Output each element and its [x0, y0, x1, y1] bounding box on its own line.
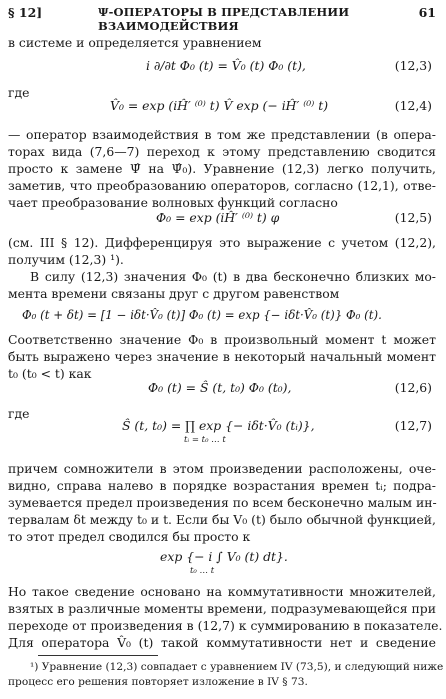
- text-line: Для оператора V̂₀ (t) такой коммутативности нет и сведение: [8, 635, 436, 650]
- running-header: [8, 5, 436, 33]
- product-limits: tᵢ = t₀ … t: [184, 435, 226, 445]
- text-line: торах вида (7,6—7) переход к этому представлению сводится: [8, 144, 436, 159]
- footnote-divider: [38, 655, 158, 656]
- equation-12-6: Φ₀ (t) = Ŝ (t, t₀) Φ₀ (t₀),: [148, 380, 292, 395]
- text-line: где: [8, 85, 30, 100]
- integral-limits: t₀ … t: [190, 566, 215, 576]
- text-line: переходе от произведения в (12,7) к суммированию в показателе.: [8, 618, 443, 633]
- text-line: то этот предел сводился бы просто к: [8, 529, 251, 544]
- text-line: зумевается предел произведения по всем бесконечно малым ин-: [8, 495, 437, 510]
- text-line: получим (12,3) ¹).: [8, 252, 124, 267]
- equation-number: (12,5): [394, 210, 432, 225]
- equation-integral: exp {− i ∫ V₀ (t) dt}.: [160, 549, 288, 564]
- text-line: просто к замене Ψ̂ на Ψ̂₀). Уравнение (12,3) легко получить,: [8, 161, 436, 176]
- text-line: быть выражено через значение в некоторый начальный момент: [8, 349, 436, 364]
- equation-number: (12,3): [394, 58, 432, 73]
- equation-number: (12,7): [394, 418, 432, 433]
- text-line: причем сомножители в этом произведении расположены, оче-: [8, 461, 436, 476]
- text-line: мента времени связаны друг с другом равенством: [8, 286, 340, 301]
- text-line: заметив, что преобразованию операторов, согласно (12,1), отве-: [8, 178, 436, 193]
- footnote-line: ¹) Уравнение (12,3) совпадает с уравнением IV (73,5), и следующий ниже: [30, 661, 444, 673]
- text-line: где: [8, 406, 30, 421]
- equation-12-4: V̂₀ = exp (iĤ′ ⁽⁰⁾ t) V̂ exp (− iĤ′ ⁽⁰⁾ t): [110, 98, 329, 113]
- chapter-title: Ψ-ОПЕРАТОРЫ В ПРЕДСТАВЛЕНИИ ВЗАИМОДЕЙСТВИЯ: [98, 5, 350, 33]
- equation-12-5: Φ₀ = exp (iĤ′ ⁽⁰⁾ t) φ: [156, 210, 280, 225]
- section-label: § 12]: [8, 5, 43, 20]
- text-line: В силу (12,3) значения Φ₀ (t) в два бесконечно близких мо-: [30, 269, 436, 284]
- equation-number: (12,4): [394, 98, 432, 113]
- text-line: Но такое сведение основано на коммутативности множителей,: [8, 584, 436, 599]
- text-line: (см. III § 12). Дифференцируя это выражение с учетом (12,2),: [8, 235, 436, 250]
- equation-number: (12,6): [394, 380, 432, 395]
- equation-12-7: Ŝ (t, t₀) = ∏ exp {− iδt·V̂₀ (tᵢ)},: [122, 418, 315, 433]
- text-line: видно, справа налево в порядке возрастания времен tᵢ; подра-: [8, 478, 436, 493]
- equation-transition: Φ₀ (t + δt) = [1 − iδt·V̂₀ (t)] Φ₀ (t) = exp {− iδt·V̂₀ (t)} Φ₀ (t).: [22, 308, 382, 322]
- text-line: тервалам δt между t₀ и t. Если бы V₀ (t) было обычной функцией,: [8, 512, 436, 527]
- text-line: в системе и определяется уравнением: [8, 35, 262, 50]
- text-line: t₀ (t₀ < t) как: [8, 366, 92, 381]
- page-number: 61: [418, 5, 436, 20]
- text-line: Соответственно значение Φ₀ в произвольный момент t может: [8, 332, 436, 347]
- text-line: взятых в различные моменты времени, подразумевающейся при: [8, 601, 436, 616]
- text-line: чает преобразование волновых функций согласно: [8, 195, 338, 210]
- footnote-line: процесс его решения повторяет изложение в IV § 73.: [8, 676, 308, 688]
- text-line: — оператор взаимодействия в том же представлении (в опера-: [8, 127, 436, 142]
- equation-12-3: i ∂/∂t Φ₀ (t) = V̂₀ (t) Φ₀ (t),: [146, 58, 306, 73]
